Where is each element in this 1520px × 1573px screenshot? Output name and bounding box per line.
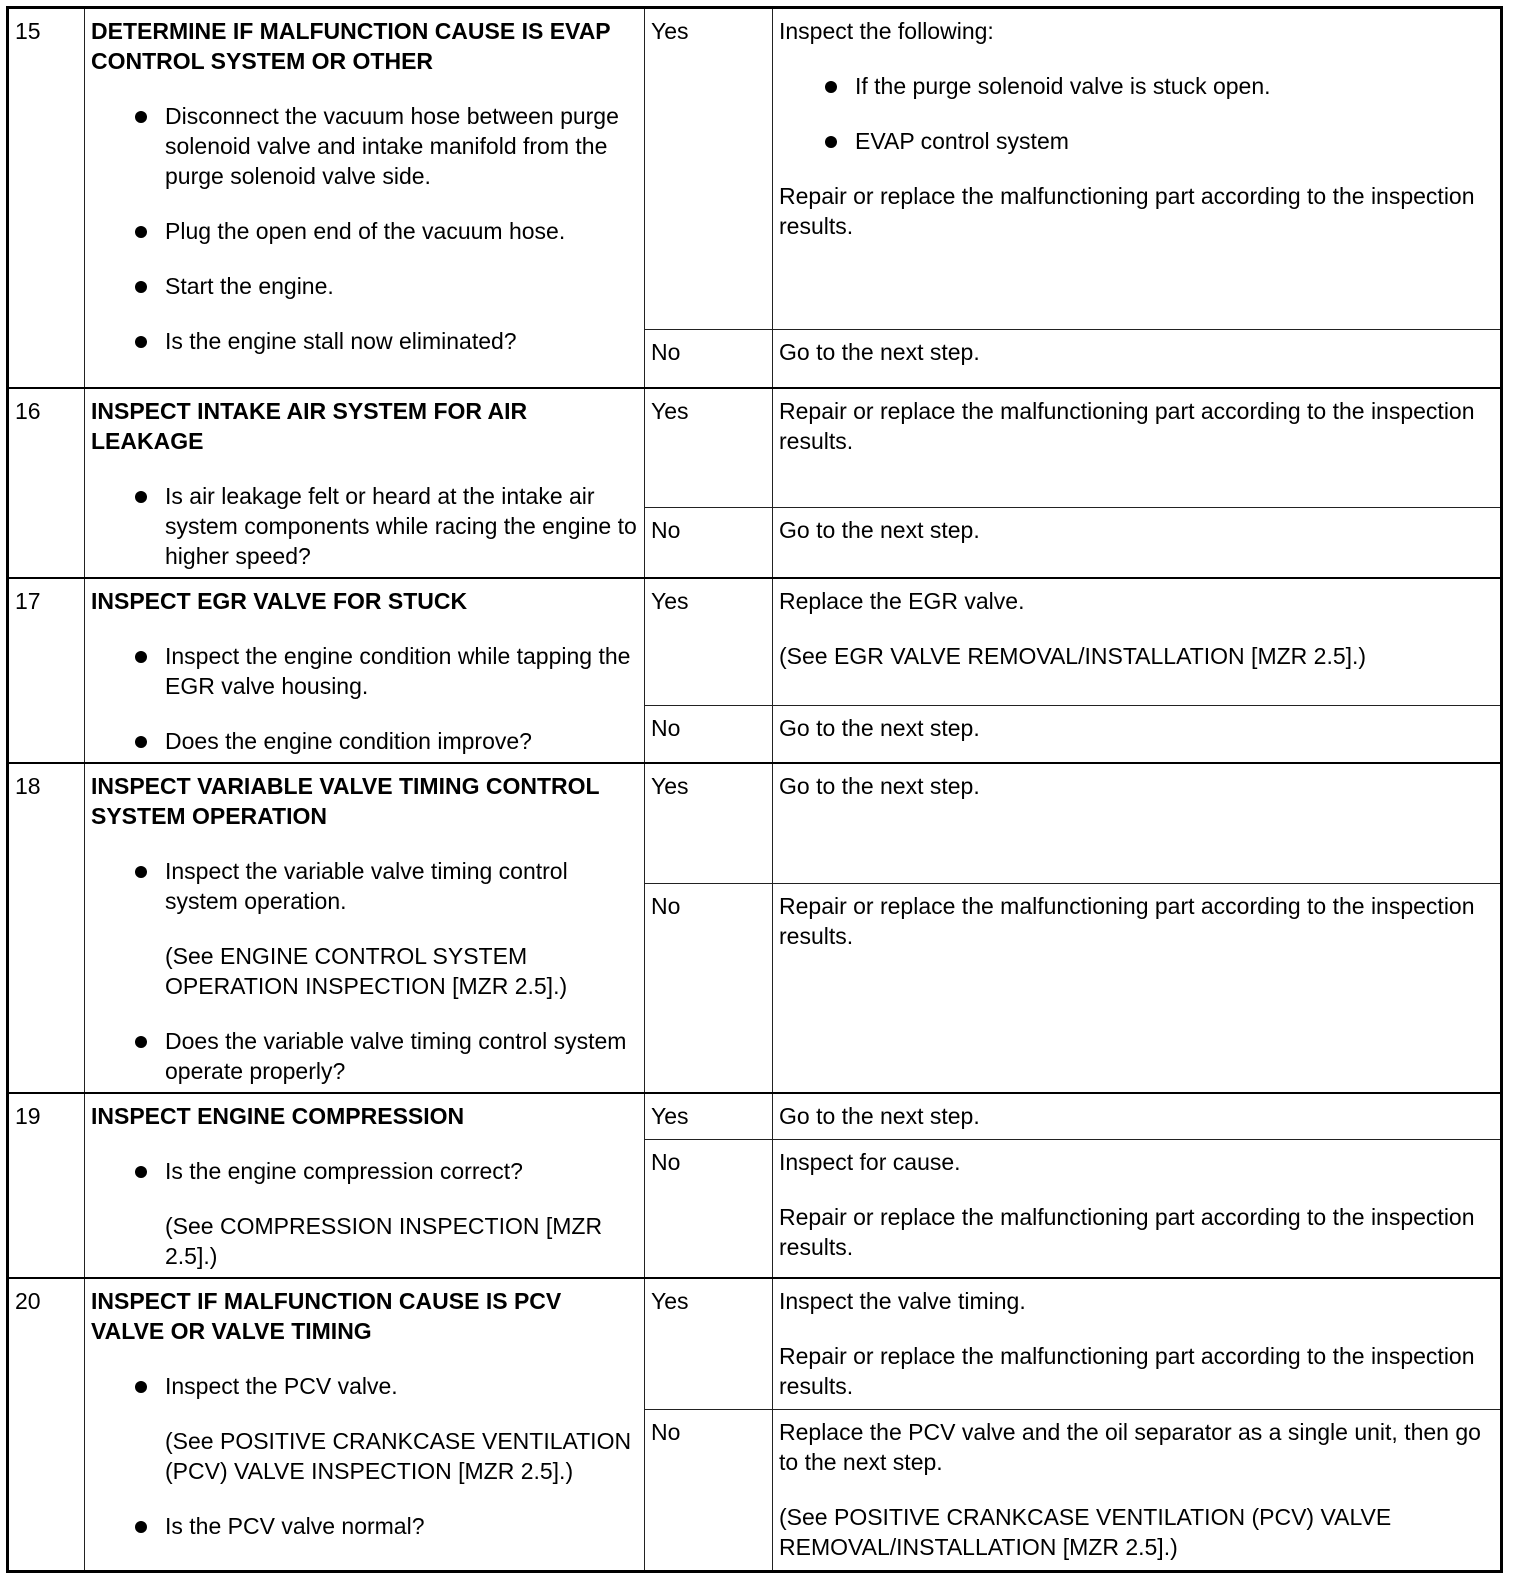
step-action — [85, 1278, 645, 1572]
step-bullets — [91, 856, 638, 1086]
yes-label: Yes — [645, 388, 773, 508]
yes-label: Yes — [645, 1278, 773, 1410]
step-number: 16 — [8, 388, 85, 578]
yes-action: Go to the next step. — [773, 763, 1502, 884]
yes-text: Inspect the valve timing. — [779, 1287, 1026, 1314]
step-bullet: Is air leakage felt or heard at the intake air system components while racing the engine to higher speed? — [165, 482, 637, 569]
step-bullets — [91, 1371, 638, 1541]
step-action — [85, 1093, 645, 1278]
step-bullet-text: Is the engine compression correct? — [165, 1157, 523, 1184]
yes-text-2: Repair or replace the malfunctioning part according to the inspection results. — [779, 1342, 1475, 1399]
yes-label: Yes — [645, 8, 773, 330]
step-bullet: Is the engine stall now eliminated? — [165, 326, 638, 356]
step-row-20 — [8, 1278, 1502, 1410]
step-bullets — [91, 1156, 638, 1271]
step-number: 19 — [8, 1093, 85, 1278]
no-action — [773, 1410, 1502, 1572]
step-bullets — [91, 481, 638, 571]
diagnostic-procedure-table — [6, 6, 1503, 1573]
step-bullet: Disconnect the vacuum hose between purge solenoid valve and intake manifold from the purge solenoid valve side. — [165, 101, 638, 191]
step-number: 17 — [8, 578, 85, 763]
no-label: No — [645, 507, 773, 577]
yes-label: Yes — [645, 763, 773, 884]
no-text-2: Repair or replace the malfunctioning part according to the inspection results. — [779, 1203, 1475, 1260]
step-title: INSPECT IF MALFUNCTION CAUSE IS PCV VALVE OR VALVE TIMING — [91, 1287, 562, 1344]
yes-label: Yes — [645, 1093, 773, 1140]
step-title: INSPECT ENGINE COMPRESSION — [91, 1102, 465, 1129]
step-title: INSPECT EGR VALVE FOR STUCK — [91, 587, 468, 614]
no-reference: (See POSITIVE CRANKCASE VENTILATION (PCV) VALVE REMOVAL/INSTALLATION [MZR 2.5].) — [779, 1504, 1392, 1560]
yes-bullets — [779, 71, 1494, 156]
step-bullet — [165, 1371, 638, 1486]
no-label: No — [645, 330, 773, 388]
yes-action: Go to the next step. — [773, 1093, 1502, 1140]
step-title: DETERMINE IF MALFUNCTION CAUSE IS EVAP CONTROL SYSTEM OR OTHER — [91, 18, 611, 74]
step-bullet: Is the PCV valve normal? — [165, 1511, 638, 1541]
step-row-16 — [8, 388, 1502, 508]
step-bullets — [91, 641, 638, 756]
yes-intro: Inspect the following: — [779, 18, 994, 44]
no-text: Replace the PCV valve and the oil separator as a single unit, then go to the next step. — [779, 1419, 1481, 1475]
no-action: Repair or replace the malfunctioning part according to the inspection results. — [773, 884, 1502, 1093]
step-bullet: Does the variable valve timing control system operate properly? — [165, 1026, 638, 1086]
step-bullet — [165, 856, 638, 1001]
yes-action — [773, 8, 1502, 330]
no-label: No — [645, 1139, 773, 1277]
yes-action — [773, 578, 1502, 706]
step-bullet-text: Inspect the PCV valve. — [165, 1372, 398, 1399]
step-bullets — [91, 101, 638, 356]
yes-bullet: EVAP control system — [855, 126, 1494, 156]
step-action — [85, 8, 645, 388]
no-label: No — [645, 706, 773, 763]
yes-text: Repair or replace the malfunctioning part according to the inspection results. — [779, 183, 1475, 239]
yes-action — [773, 1278, 1502, 1410]
step-bullet: Plug the open end of the vacuum hose. — [165, 216, 638, 246]
step-action — [85, 578, 645, 763]
step-row-15 — [8, 8, 1502, 330]
yes-action: Repair or replace the malfunctioning part according to the inspection results. — [773, 388, 1502, 508]
no-label: No — [645, 1410, 773, 1572]
step-row-17 — [8, 578, 1502, 706]
step-bullet — [165, 1156, 638, 1271]
step-reference: (See POSITIVE CRANKCASE VENTILATION (PCV) VALVE INSPECTION [MZR 2.5].) — [165, 1427, 632, 1484]
yes-text: Replace the EGR valve. — [779, 587, 1025, 614]
step-bullet-text: Inspect the variable valve timing control system operation. — [165, 857, 568, 914]
no-action: Go to the next step. — [773, 507, 1502, 577]
step-title: INSPECT VARIABLE VALVE TIMING CONTROL SYSTEM OPERATION — [91, 772, 600, 829]
step-reference: (See COMPRESSION INSPECTION [MZR 2.5].) — [165, 1212, 603, 1269]
step-bullet: Does the engine condition improve? — [165, 726, 638, 756]
step-row-19 — [8, 1093, 1502, 1140]
step-action — [85, 763, 645, 1093]
step-title: INSPECT INTAKE AIR SYSTEM FOR AIR LEAKAGE — [91, 397, 528, 454]
no-text: Inspect for cause. — [779, 1148, 961, 1175]
yes-label: Yes — [645, 578, 773, 706]
step-number: 15 — [8, 8, 85, 388]
no-action: Go to the next step. — [773, 706, 1502, 763]
step-row-18 — [8, 763, 1502, 884]
no-label: No — [645, 884, 773, 1093]
no-action: Go to the next step. — [773, 330, 1502, 388]
step-bullet: Inspect the engine condition while tapping the EGR valve housing. — [165, 641, 638, 701]
no-action — [773, 1139, 1502, 1277]
yes-bullet: If the purge solenoid valve is stuck open. — [855, 71, 1494, 101]
step-number: 18 — [8, 763, 85, 1093]
step-reference: (See ENGINE CONTROL SYSTEM OPERATION INSPECTION [MZR 2.5].) — [165, 942, 568, 999]
step-number: 20 — [8, 1278, 85, 1572]
yes-reference: (See EGR VALVE REMOVAL/INSTALLATION [MZR 2.5].) — [779, 642, 1367, 669]
step-action — [85, 388, 645, 578]
step-bullet: Start the engine. — [165, 271, 638, 301]
